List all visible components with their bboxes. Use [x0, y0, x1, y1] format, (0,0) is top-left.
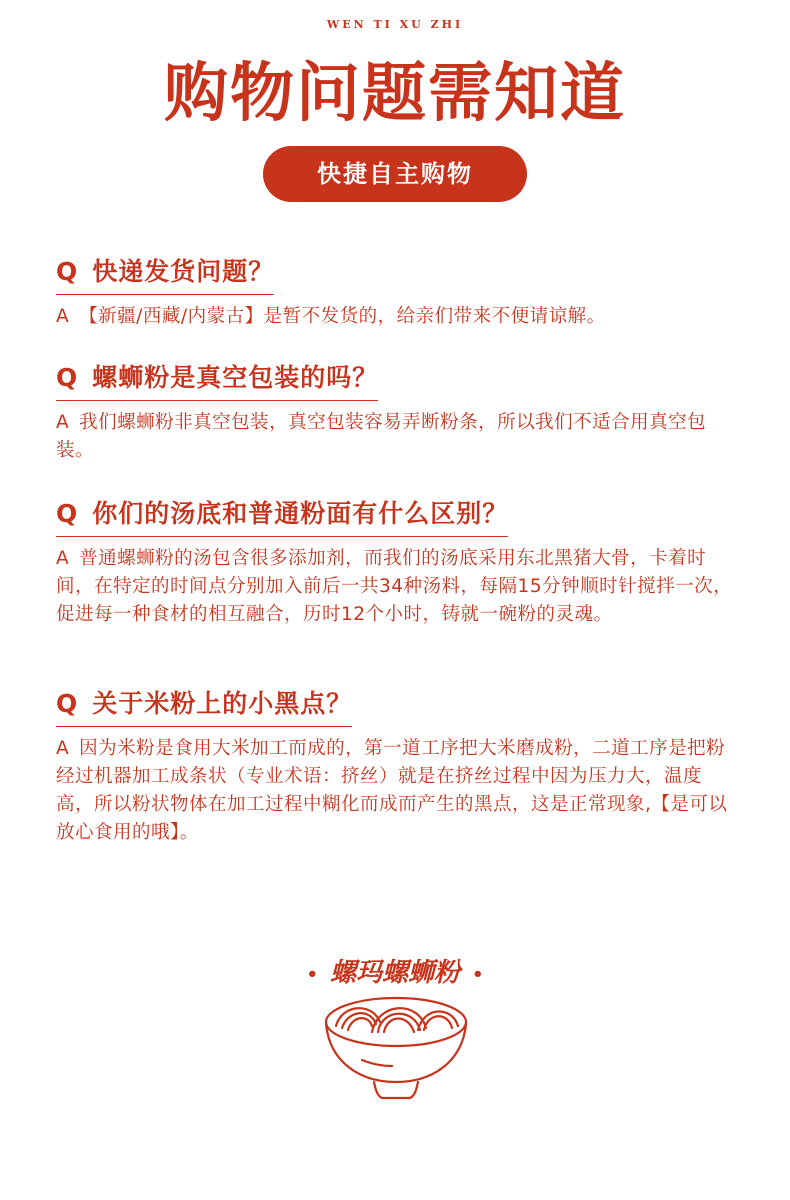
answer-text: 我们螺蛳粉非真空包装，真空包装容易弄断粉条，所以我们不适合用真空包装。 — [56, 412, 707, 461]
question-text: 螺蛳粉是真空包装的吗？ — [92, 363, 379, 392]
answer-text: 【新疆/西藏/内蒙古】是暂不发货的，给亲们带来不便请谅解。 — [79, 306, 606, 327]
faq-answer — [56, 735, 736, 847]
answer-text: 普通螺蛳粉的汤包含很多添加剂，而我们的汤底采用东北黑猪大骨，卡着时间，在特定的时间点分别加入前后一共34种汤料，每隔15分钟顺时针搅拌一次，促进每一种食材的相互融合，历时12个小时，铸就一碗粉的灵魂。 — [56, 548, 733, 625]
faq-question — [56, 684, 352, 727]
answer-mark-label: A — [56, 548, 70, 569]
answer-mark-label: A — [56, 738, 70, 759]
header-subtitle: WEN TI XU ZHI — [326, 18, 464, 31]
faq-item-broth — [56, 494, 736, 629]
question-mark-label: Q — [56, 689, 79, 718]
question-text: 快递发货问题？ — [92, 257, 275, 286]
faq-answer — [56, 409, 736, 465]
shopping-badge: 快捷自主购物 — [263, 146, 527, 202]
question-text: 你们的汤底和普通粉面有什么区别？ — [92, 499, 509, 528]
noodle-bowl-icon — [322, 992, 470, 1104]
faq-item-shipping — [56, 252, 736, 331]
faq-answer — [56, 303, 736, 331]
faq-item-vacuum — [56, 358, 736, 465]
question-mark-label: Q — [56, 257, 79, 286]
faq-question — [56, 358, 378, 401]
question-mark-label: Q — [56, 499, 79, 528]
faq-item-black-dots — [56, 684, 736, 847]
answer-text: 因为米粉是食用大米加工而成的，第一道工序把大米磨成粉，二道工序是把粉经过机器加工成条状（专业术语：挤丝）就是在挤丝过程中因为压力大，温度高，所以粉状物体在加工过程中糊化而成而产生的黑点，这是正常现象,【是可以放心食用的哦】。 — [56, 738, 728, 843]
brand-name: 螺玛螺蛳粉 — [329, 958, 460, 988]
dot-icon: • — [472, 963, 484, 985]
faq-question — [56, 494, 508, 537]
question-mark-label: Q — [56, 363, 79, 392]
brand-footer — [0, 952, 790, 989]
answer-mark-label: A — [56, 306, 70, 327]
question-text: 关于米粉上的小黑点？ — [92, 689, 353, 718]
faq-question — [56, 252, 274, 295]
page-title: 购物问题需知道 — [164, 56, 626, 131]
faq-answer — [56, 545, 736, 629]
answer-mark-label: A — [56, 412, 70, 433]
dot-icon: • — [306, 963, 318, 985]
